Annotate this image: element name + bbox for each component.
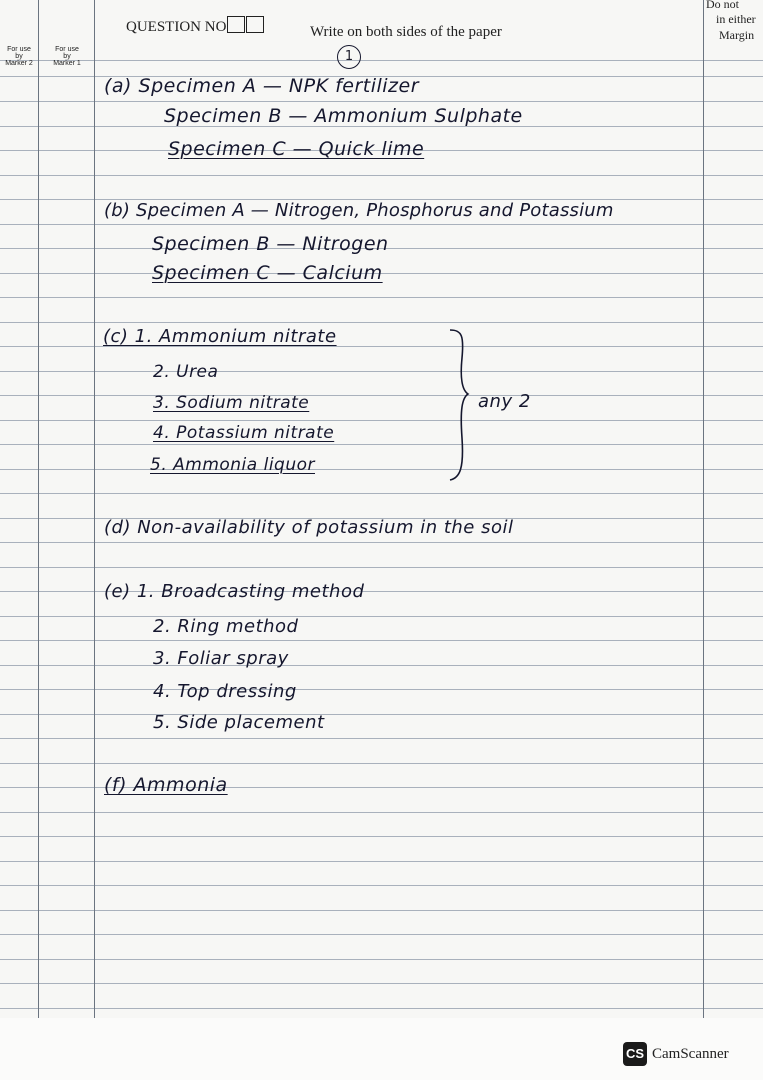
brace-icon <box>446 328 476 483</box>
marker2-line2: by <box>15 53 23 60</box>
answer-f: (f) Ammonia <box>104 774 228 796</box>
margin-note-bottom: Margin <box>719 28 755 42</box>
answer-c-item4: 4. Potassium nitrate <box>153 423 335 443</box>
answer-e-item5: 5. Side placement <box>153 712 325 733</box>
answer-e-item4: 4. Top dressing <box>153 681 297 702</box>
question-no-box-1[interactable] <box>227 16 245 33</box>
answer-a-line1: (a) Specimen A — NPK fertilizer <box>104 75 420 97</box>
answer-b-line1: (b) Specimen A — Nitrogen, Phosphorus and Potassium <box>104 200 614 221</box>
camscanner-logo-icon: CS <box>623 1042 647 1066</box>
margin-line-right <box>703 0 704 1018</box>
marker2-line3: Marker 2 <box>5 60 33 67</box>
answer-c-item1: (c) 1. Ammonium nitrate <box>103 326 337 347</box>
question-number: 1 <box>337 45 361 69</box>
answer-e-item2: 2. Ring method <box>153 616 299 637</box>
instruction-text: Write on both sides of the paper <box>310 24 502 40</box>
marker1-line1: For use <box>55 46 79 53</box>
answer-b-line2: Specimen B — Nitrogen <box>152 233 389 255</box>
question-no-field <box>126 16 264 36</box>
answer-c-item3: 3. Sodium nitrate <box>153 393 310 413</box>
answer-d: (d) Non-availability of potassium in the soil <box>104 517 514 538</box>
answer-a-line2: Specimen B — Ammonium Sulphate <box>164 105 523 127</box>
margin-note-mid: in either <box>716 12 756 26</box>
marker1-line3: Marker 1 <box>53 60 81 67</box>
answer-c-item2: 2. Urea <box>153 362 219 382</box>
margin-note-top: Do not <box>706 0 739 11</box>
camscanner-brand: CamScanner <box>652 1046 729 1062</box>
answer-c-note: any 2 <box>478 391 531 412</box>
margin-line-marker2 <box>38 0 39 1018</box>
marker1-line2: by <box>63 53 71 60</box>
answer-e-item1: (e) 1. Broadcasting method <box>104 581 365 602</box>
marker2-label <box>0 46 38 67</box>
scan-footer <box>0 1018 763 1080</box>
answer-b-line3: Specimen C — Calcium <box>152 262 383 284</box>
answer-c-item5: 5. Ammonia liquor <box>150 455 315 475</box>
question-no-label: QUESTION NO <box>126 19 227 35</box>
answer-e-item3: 3. Foliar spray <box>153 648 289 669</box>
question-no-box-2[interactable] <box>246 16 264 33</box>
margin-line-marker1 <box>94 0 95 1018</box>
answer-a-line3: Specimen C — Quick lime <box>168 138 425 160</box>
marker2-line1: For use <box>7 46 31 53</box>
marker1-label <box>44 46 90 67</box>
